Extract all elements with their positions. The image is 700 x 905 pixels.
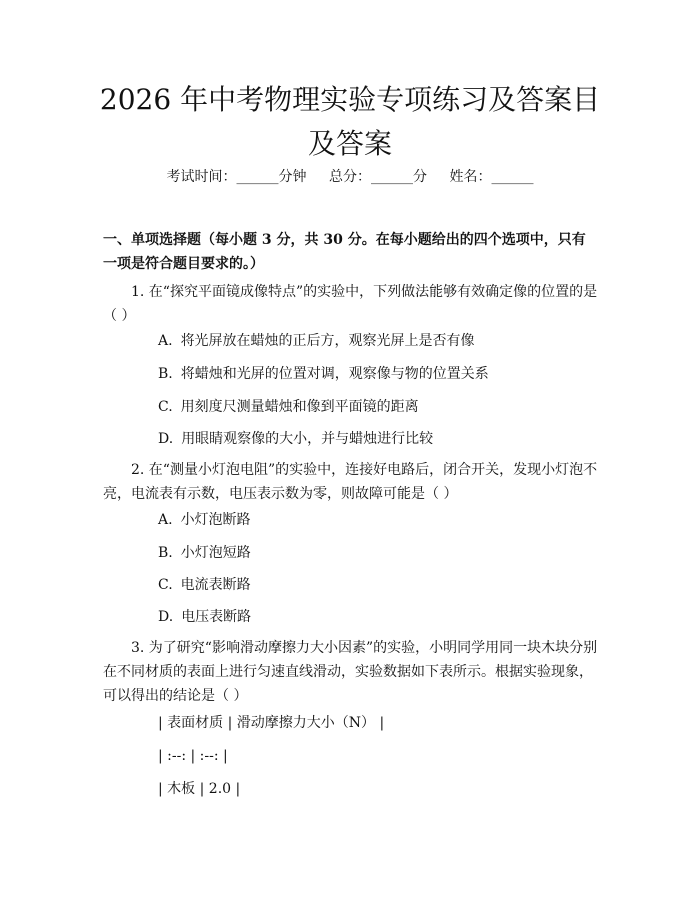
total-score-field: 总分：______分 [329,169,427,185]
q1-option-a [158,330,598,352]
option-letter: D. [158,609,174,625]
option-letter: B. [158,366,173,382]
option-letter: A. [158,512,173,528]
option-letter: C. [158,399,173,415]
option-text: 将蜡烛和光屏的位置对调，观察像与物的位置关系 [180,366,489,382]
q2-option-b [158,542,598,564]
exam-time-field: 考试时间：______分钟 [166,169,307,185]
q1-option-b [158,363,598,385]
q2-option-d [158,606,598,628]
section-heading: 一、单项选择题（每小题 3 分，共 30 分。在每小题给出的四个选项中，只有一项是符合题目要求的。） [103,232,586,272]
student-name-field: 姓名：______ [449,169,534,185]
option-letter: B. [158,545,173,561]
option-letter: A. [158,333,173,349]
option-text: 用刻度尺测量蜡烛和像到平面镜的距离 [180,399,419,415]
option-text: 将光屏放在蜡烛的正后方，观察光屏上是否有像 [180,333,475,349]
option-text: 电流表断路 [180,577,251,593]
option-text: 小灯泡短路 [180,545,251,561]
option-text: 小灯泡断路 [180,512,251,528]
question-3-stem: 3. 为了研究“影响滑动摩擦力大小因素”的实验，小明同学用同一块木块分别在不同材质的表面上进行匀速直线滑动，实验数据如下表所示。根据实验现象，可以得出的结论是（ ） [103,640,598,704]
option-letter: C. [158,577,173,593]
question-2-stem: 2. 在“测量小灯泡电阻”的实验中，连接好电路后，闭合开关，发现小灯泡不亮，电流表有示数，电压表示数为零，则故障可能是（ ） [103,462,598,502]
option-text: 用眼睛观察像的大小，并与蜡烛进行比较 [181,431,434,447]
table-data-row: | 木板 | 2.0 | [158,781,241,797]
table-align-row: | :--: | :--: | [158,748,228,764]
question-1-stem: 1. 在“探究平面镜成像特点”的实验中，下列做法能够有效确定像的位置的是（ ） [103,284,598,324]
option-text: 电压表断路 [181,609,252,625]
option-letter: D. [158,431,174,447]
q1-option-c [158,396,598,418]
q2-option-a [158,509,598,531]
exam-info [0,166,700,188]
q1-option-d [158,428,598,450]
table-header-row: | 表面材质 | 滑动摩擦力大小（N） | [158,715,385,731]
document-title: 2026 年中考物理实验专项练习及答案目及答案 [99,83,601,160]
q2-option-c [158,574,598,596]
